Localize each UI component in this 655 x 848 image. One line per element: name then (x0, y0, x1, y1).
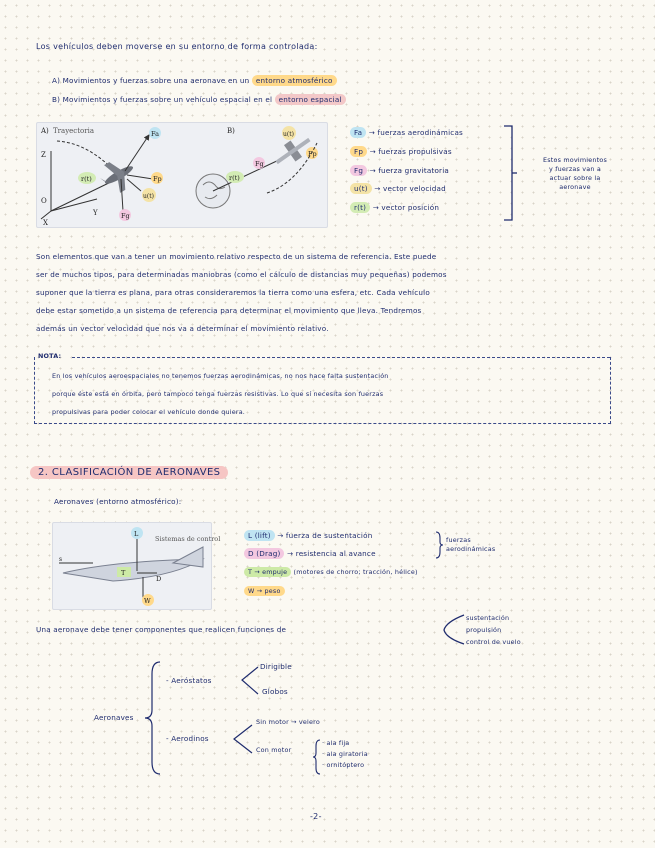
u-label-b: u(t) (283, 131, 294, 138)
nota-label: NOTA: (38, 352, 62, 360)
force-row-fg (350, 166, 449, 175)
y-axis (51, 199, 97, 211)
o-label: O (41, 197, 47, 205)
force-text-fa: → fuerzas aerodinámicas (368, 128, 463, 137)
con-motor-item: · ala fija (322, 739, 350, 747)
main-paragraph (36, 248, 626, 338)
con-motor-item: · ornitóptero (322, 761, 365, 769)
paragraph-line: suponer que la tierra es plana, para otras consideraremos la tierra como una esfera, etc. Cada vehículo (36, 288, 430, 297)
y-label: Y (93, 209, 98, 217)
fp-label-b: Fp (308, 150, 317, 158)
tree-root-brace (142, 660, 162, 776)
aero-note (446, 536, 495, 554)
l-label: L (134, 530, 139, 538)
aero-sym-lift: L (lift) (244, 530, 275, 541)
force-row-u (350, 184, 446, 193)
tree-root: Aeronaves (94, 713, 134, 722)
u-arrow (127, 179, 141, 191)
position-vector (51, 179, 117, 211)
force-sym-fg: Fg (350, 165, 367, 176)
forces-note-line: actuar sobre la (549, 174, 601, 182)
nota-line: porque éste está en órbita, pero tampoco tenga fuerzas resistivas. Lo que sí necesita son fuerzas (52, 390, 384, 398)
sistemas-label: Sistemas de control (155, 535, 221, 543)
aero-text-lift: → fuerza de sustentación (277, 531, 373, 540)
plane-icon (95, 153, 140, 198)
force-row-fa (350, 128, 463, 137)
trayectoria-label: Trayectoria (53, 127, 94, 135)
item-a (52, 76, 337, 85)
u-label: u(t) (143, 193, 154, 200)
aero-row-thrust (244, 568, 418, 576)
force-sym-u: u(t) (350, 183, 372, 194)
fg-label-b: Fg (255, 160, 264, 168)
force-text-r: → vector posición (372, 203, 440, 212)
item-b (52, 95, 346, 104)
forces-note (524, 156, 626, 192)
tree-globos: Globos (262, 687, 288, 696)
item-b-prefix: B) Movimientos y fuerzas sobre un vehículo espacial en el (52, 95, 273, 104)
tree-dirigible: Dirigible (260, 662, 292, 671)
aero-row-weight (244, 587, 285, 595)
d-label: D (156, 575, 162, 583)
paragraph-line: debe estar sometido a un sistema de referencia para determinar el movimiento que lleva. Tendremos (36, 306, 422, 315)
con-motor-list (322, 738, 368, 771)
con-motor-item: · ala giratoria (322, 750, 368, 758)
subtitle: Aeronaves (entorno atmosférico): (54, 497, 182, 506)
components-list (466, 612, 521, 648)
nota-text (52, 367, 607, 421)
component-item: sustentación (466, 614, 510, 622)
w-label: W (144, 597, 151, 605)
s-label: s (59, 556, 63, 563)
aircraft-diagram (53, 523, 221, 609)
intro-text: Los vehículos deben moverse en su entorno de forma controlada: (36, 42, 318, 51)
component-item: control de vuelo (466, 638, 521, 646)
fa-label: Fa (151, 130, 159, 138)
tree-con-motor: Con motor (256, 746, 292, 754)
paragraph-line: Son elementos que van a tener un movimiento relativo respecto de un sistema de referencia. Este puede (36, 252, 437, 261)
force-text-fp: → fuerzas propulsivas (369, 147, 452, 156)
forces-note-line: Estos movimientos (543, 156, 607, 164)
x-label: X (43, 219, 48, 227)
aero-note-line: aerodinámicas (446, 545, 496, 553)
aero-brace (434, 530, 444, 560)
nota-top-border (72, 357, 610, 358)
force-row-fp (350, 147, 452, 156)
label-b: B) (227, 127, 235, 135)
forces-note-line: aeronave (559, 183, 591, 191)
tree-sin-motor: Sin motor → velero (256, 718, 320, 726)
tree-aerostatos: - Aeróstatos (166, 676, 212, 685)
forces-figure (36, 122, 328, 228)
label-a: A) (41, 127, 49, 135)
components-bracket (440, 612, 466, 646)
forces-note-line: y fuerzas van a (548, 165, 601, 173)
item-a-highlight: entorno atmosférico (252, 75, 337, 86)
nota-line: propulsivas para poder colocar el vehículo donde quiera. (52, 408, 246, 416)
nota-line: En los vehículos aeroespaciales no tenemos fuerzas aerodinámicas, no nos hace falta sustentación (52, 372, 389, 380)
fa-arrow (125, 135, 149, 171)
fg-label: Fg (121, 212, 130, 220)
aero-sym-thrust: T → empuje (244, 567, 291, 577)
aerostatos-bracket (238, 664, 260, 696)
force-sym-fp: Fp (350, 146, 367, 157)
paragraph-line: además un vector velocidad que nos va a determinar el movimiento relativo. (36, 324, 329, 333)
components-text: Una aeronave debe tener componentes que realicen funciones de (36, 625, 287, 634)
page-number: -2- (310, 812, 322, 821)
con-motor-brace (312, 738, 322, 776)
aero-row-drag (244, 549, 376, 558)
forces-diagram (37, 123, 327, 227)
r-label-b: r(t) (229, 174, 240, 182)
aerodinos-bracket (230, 722, 254, 756)
force-row-r (350, 203, 439, 212)
item-a-prefix: A) Movimientos y fuerzas sobre una aeronave en un (52, 76, 250, 85)
z-label: Z (41, 151, 46, 159)
aero-text-drag: → resistencia al avance (286, 549, 376, 558)
force-text-u: → vector velocidad (374, 184, 446, 193)
r-label: r(t) (81, 175, 92, 183)
aero-text-thrust: (motores de chorro; tracción, hélice) (293, 568, 418, 576)
fp-label: Fp (153, 175, 162, 183)
aero-sym-weight: W → peso (244, 586, 285, 596)
x-axis (41, 211, 51, 219)
item-b-highlight: entorno espacial (275, 94, 346, 105)
r-vector-b (213, 159, 281, 191)
component-item: propulsión (466, 626, 502, 634)
fp-arrow (127, 175, 153, 179)
aero-note-line: fuerzas (446, 536, 471, 544)
force-text-fg: → fuerza gravitatoria (369, 166, 450, 175)
aero-row-lift (244, 531, 372, 540)
tree-aerodinos: - Aerodinos (166, 734, 209, 743)
paragraph-line: ser de muchos tipos, para determinadas maniobras (como el cálculo de distancias muy pequeñas) podemos (36, 270, 447, 279)
force-sym-r: r(t) (350, 202, 370, 213)
t-label: T (121, 569, 126, 577)
force-sym-fa: Fa (350, 127, 366, 138)
aircraft-figure (52, 522, 221, 610)
forces-brace (502, 124, 518, 222)
aero-sym-drag: D (Drag) (244, 548, 284, 559)
section-heading: 2. CLASIFICACIÓN DE AERONAVES (30, 466, 228, 479)
